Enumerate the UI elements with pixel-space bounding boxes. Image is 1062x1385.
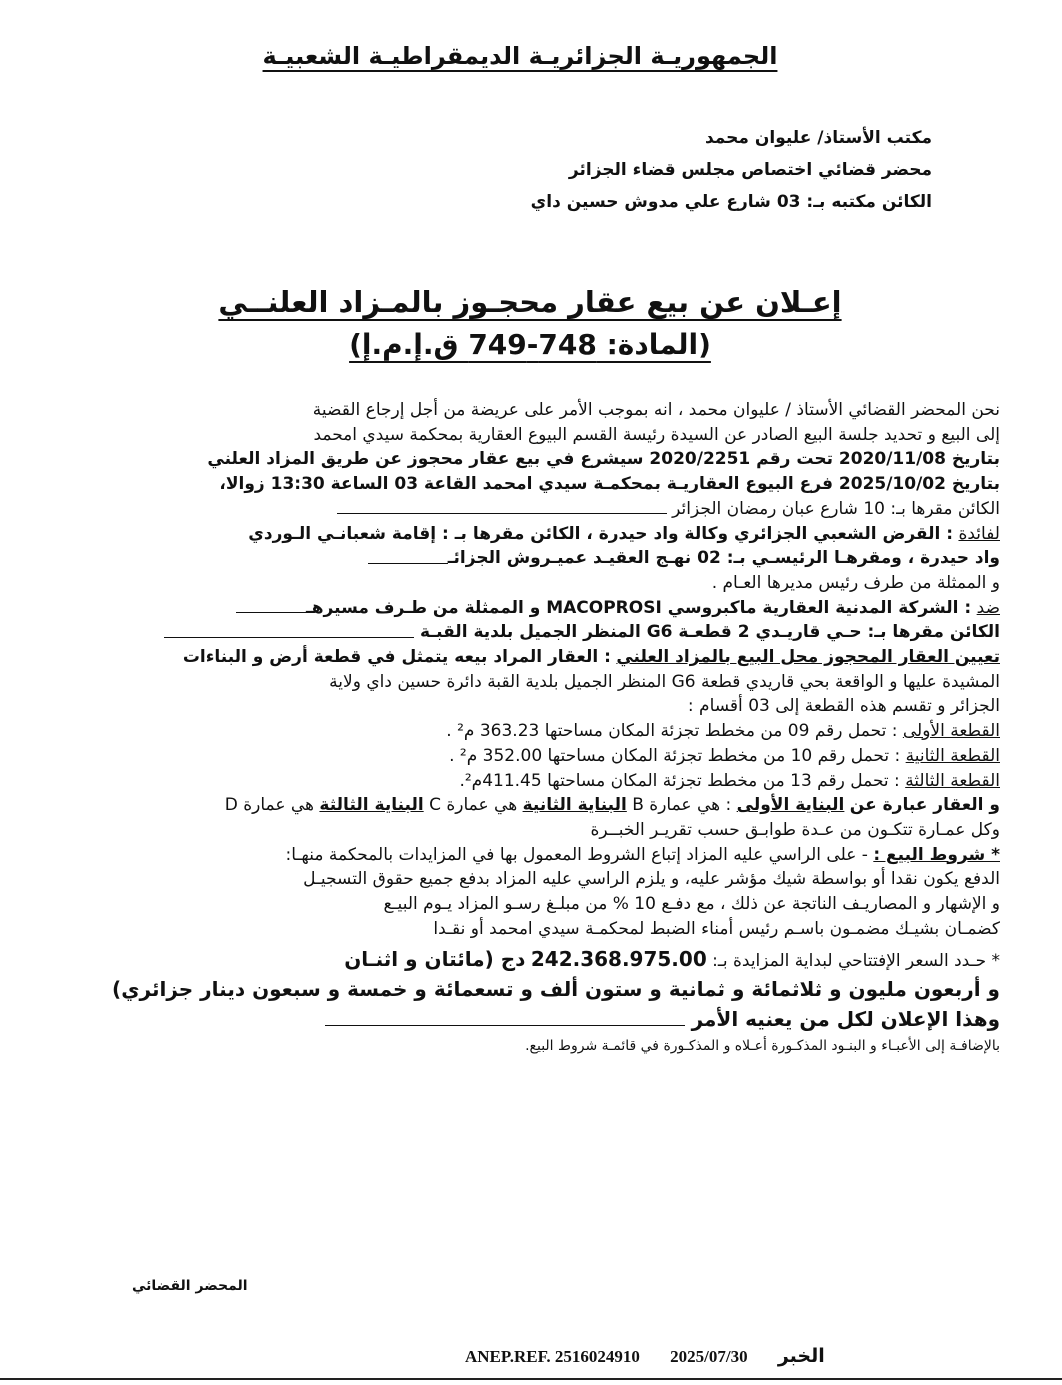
designation-text: : العقار المراد بيعه يتمثل في قطعة أرض و البناءات xyxy=(182,647,611,668)
notice-article: (المادة: 748-749 ق.إ.م.إ) xyxy=(349,328,711,361)
fill-line xyxy=(164,627,414,638)
notice-body xyxy=(70,398,1000,1059)
buildings-intro: و العقار عبارة عن xyxy=(849,795,1000,816)
court-address: الكائن مقرها بـ: 10 شارع عبان رمضان الجزائر xyxy=(672,498,1000,519)
lot-3-line xyxy=(70,769,1000,794)
fill-line xyxy=(325,1015,685,1026)
publication-date: 2025/07/30 xyxy=(670,1347,748,1366)
conditions-text: - على الراسي عليه المزاد إتباع الشروط المعمول بها في المزايدات بالمحكمة منهـا: xyxy=(285,844,868,865)
buildings-line-2: وكل عمـارة تتكـون من عـدة طوابـق حسب تقريـر الخبــرة xyxy=(590,819,1000,840)
signature-label: المحضر القضائي xyxy=(132,1278,248,1294)
price-words-line: و أربعون مليون و ثلاثمائة و ثمانية و ستون ألف و تسعمائة و خمسة و سبعون دينار جزائري) xyxy=(112,977,1000,1002)
lot-3-text: : تحمل رقم 13 من مخطط تجزئة المكان مساحتها 411.45م². xyxy=(459,770,900,791)
creditor-line-3 xyxy=(70,571,1000,596)
creditor-rep: و الممثلة من طرف رئيس مديرها العـام . xyxy=(711,572,1000,593)
building-1-label: البناية الأولى xyxy=(736,795,845,816)
creditor-line xyxy=(70,522,1000,547)
intro-line-4: بتاريخ 2025/10/02 فرع البيوع العقاريـة بمحكمـة سيدي امحمد القاعة 03 الساعة 13:30 زوالا، xyxy=(219,474,1000,495)
publication-footer xyxy=(465,1345,945,1367)
lot-3-label: القطعة الثالثة xyxy=(905,770,1000,791)
lot-1-line xyxy=(70,719,1000,744)
price-line xyxy=(70,947,1000,974)
fill-line xyxy=(368,553,448,564)
fill-line xyxy=(236,602,306,613)
debtor-label: ضد xyxy=(976,597,1000,618)
debtor-address: الكائن مقرها بـ: حـي قاريـدي 2 قطعـة G6 المنظر الجميل بلدية القبـة xyxy=(420,622,1000,643)
creditor-address: واد حيدرة ، ومقرهـا الرئيسـي بـ: 02 نهـج العقيـد عميـروش الجزائـ xyxy=(447,548,1000,569)
price-amount: 242.368.975.00 xyxy=(530,947,707,972)
lot-1-text: : تحمل رقم 09 من مخطط تجزئة المكان مساحتها 363.23 م² . xyxy=(446,721,898,742)
debtor-address-line xyxy=(70,620,1000,645)
conditions-label: * شروط البيع : xyxy=(873,844,1000,865)
lot-2-line xyxy=(70,744,1000,769)
creditor-line-2 xyxy=(70,546,1000,571)
anep-reference: ANEP.REF. 2516024910 xyxy=(465,1347,640,1366)
intro-line-1: نحن المحضر القضائي الأستاذ / عليوان محمد ، انه بموجب الأمر على عريضة من أجل إرجاع القضية xyxy=(312,400,1000,420)
price-words-start: دج (مائتان و اثنـان xyxy=(344,947,526,972)
intro-line-3: بتاريخ 2020/11/08 تحت رقم 2020/2251 سيشرع في بيع عقار محجوز عن طريق المزاد العلني xyxy=(207,449,1000,470)
building-1-text: : هي عمارة B xyxy=(632,795,732,816)
closing-line xyxy=(70,1004,1000,1034)
intro-line-2: إلى البيع و تحديد جلسة البيع الصادر عن السيدة رئيسة القسم البيوع العقارية بمحكمة سيدي امحمد xyxy=(313,424,1000,445)
addition-line: بالإضافـة إلى الأعبـاء و البنـود المذكـورة أعـلاه و المذكـورة في قائمـة شروط البيع. xyxy=(525,1038,1000,1055)
conditions-line-3: و الإشهار و المصاريـف الناتجة عن ذلك ، مع دفـع 10 % من مبلـغ رسـو المزاد يـوم البيـع xyxy=(383,894,1000,915)
building-2-label: البناية الثانية xyxy=(522,795,627,816)
creditor-text: : القرض الشعبي الجزائري وكالة واد حيدرة ، الكائن مقرها بـ : إقامة شعبانـي الـوردي xyxy=(248,523,954,544)
office-jurisdiction: محضر قضائي اختصاص مجلس قضاء الجزائر xyxy=(568,160,932,180)
conditions-line xyxy=(70,843,1000,868)
republic-header: الجمهوريـة الجزائريـة الديمقراطيـة الشعبيـة xyxy=(262,42,778,70)
debtor-line xyxy=(70,596,1000,621)
court-address-line xyxy=(70,497,1000,522)
notice-title: إعـلان عن بيع عقار محجـوز بالمـزاد العلنــي xyxy=(218,285,842,319)
lot-2-text: : تحمل رقم 10 من مخطط تجزئة المكان مساحتها 352.00 م² . xyxy=(449,745,901,766)
fill-line xyxy=(337,503,667,514)
debtor-text: : الشركة المدنية العقارية ماكبروسي MACOPROSI و الممثلة من طـرف مسيرهـ xyxy=(305,597,972,618)
designation-line xyxy=(70,645,1000,670)
conditions-line-4: كضمـان بشيـك مضمـون باسـم رئيس أمناء الضبط لمحكمـة سيدي امحمد أو نقـدا xyxy=(433,918,1000,939)
bailiff-office-block xyxy=(232,122,932,218)
office-address: الكائن مكتبه بـ: 03 شارع علي مدوش حسين داي xyxy=(530,192,932,212)
bottom-divider xyxy=(0,1378,1062,1380)
buildings-line xyxy=(70,793,1000,818)
building-2-text: هي عمارة C xyxy=(429,795,518,816)
designation-line-2: المشيدة عليها و الواقعة بحي قاريدي قطعة G6 المنظر الجميل بلدية القبة دائرة حسين داي ولاية xyxy=(329,671,1000,692)
office-name: مكتب الأستاذ/ عليوان محمد xyxy=(704,128,932,148)
lot-1-label: القطعة الأولى xyxy=(902,721,1000,742)
building-3-label: البناية الثالثة xyxy=(319,795,424,816)
building-3-text: هي عمارة D xyxy=(224,795,315,816)
newspaper-logo: الخبر xyxy=(777,1345,825,1367)
price-intro: * حـدد السعر الإفتتاحي لبداية المزايدة بـ: xyxy=(712,951,1000,972)
creditor-label: لفائدة xyxy=(958,523,1000,544)
conditions-line-2: الدفع يكون نقدا أو بواسطة شيك مؤشر عليه، و يلزم الراسي عليه المزاد بدفع جميع حقوق التسجيـل xyxy=(303,869,1000,890)
designation-line-3: الجزائر و تقسم هذه القطعة إلى 03 أقسام : xyxy=(687,696,1000,717)
lot-2-label: القطعة الثانية xyxy=(905,745,1000,766)
designation-label: تعيين العقار المحجوز محل البيع بالمزاد العلني xyxy=(616,647,1000,668)
closing-text: وهذا الإعلان لكل من يعنيه الأمر xyxy=(691,1007,1000,1032)
